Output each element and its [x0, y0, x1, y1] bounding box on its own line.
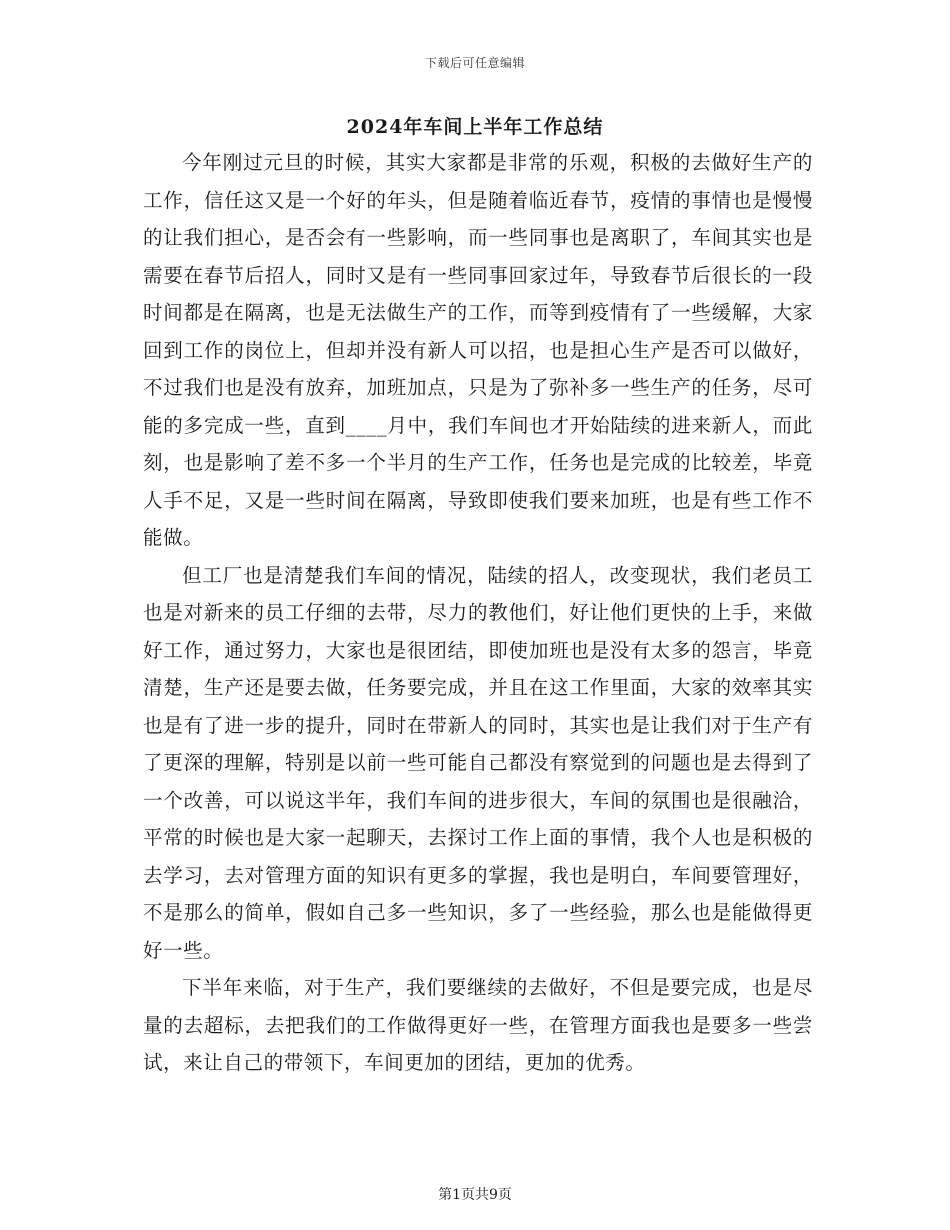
paragraph-3: 下半年来临，对于生产，我们要继续的去做好，不但是要完成，也是尽量的去超标，去把我们的工作做得更好一些，在管理方面我也是要多一些尝试，来让自己的带领下，车间更加的团结，更加的优秀。: [143, 976, 813, 1074]
page-header-note: 下载后可任意编辑: [424, 56, 525, 70]
document-title: 2024年车间上半年工作总结: [346, 116, 604, 138]
paragraph-2: 但工厂也是清楚我们车间的情况，陆续的招人，改变现状，我们老员工也是对新来的员工仔细的去带，尽力的教他们，好让他们更快的上手，来做好工作，通过努力，大家也是很团结，即使加班也是没有太多的怨言，毕竟清楚，生产还是要去做，任务要完成，并且在这工作里面，大家的效率其实也是有了进一步的提升，同时在带新人的同时，其实也是让我们对于生产有了更深的理解，特别是以前一些可能自己都没有察觉到的问题也是去得到了一个改善，可以说这半年，我们车间的进步很大，车间的氛围也是很融洽，平常的时候也是大家一起聊天，去探讨工作上面的事情，我个人也是积极的去学习，去对管理方面的知识有更多的掌握，我也是明白，车间要管理好，不是那么的简单，假如自己多一些知识，多了一些经验，那么也是能做得更好一些。: [143, 563, 813, 962]
document-body: [143, 144, 813, 1082]
page-number: 第1页共9页: [438, 1187, 512, 1203]
paragraph-1: 今年刚过元旦的时候，其实大家都是非常的乐观，积极的去做好生产的工作，信任这又是一个好的年头，但是随着临近春节，疫情的事情也是慢慢的让我们担心，是否会有一些影响，而一些同事也是离职了，车间其实也是需要在春节后招人，同时又是有一些同事回家过年，导致春节后很长的一段时间都是在隔离，也是无法做生产的工作，而等到疫情有了一些缓解，大家回到工作的岗位上，但却并没有新人可以招，也是担心生产是否可以做好，不过我们也是没有放弃，加班加点，只是为了弥补多一些生产的任务，尽可能的多完成一些，直到____月中，我们车间也才开始陆续的进来新人，而此刻，也是影响了差不多一个半月的生产工作，任务也是完成的比较差，毕竟人手不足，又是一些时间在隔离，导致即使我们要来加班，也是有些工作不能做。: [143, 151, 813, 549]
